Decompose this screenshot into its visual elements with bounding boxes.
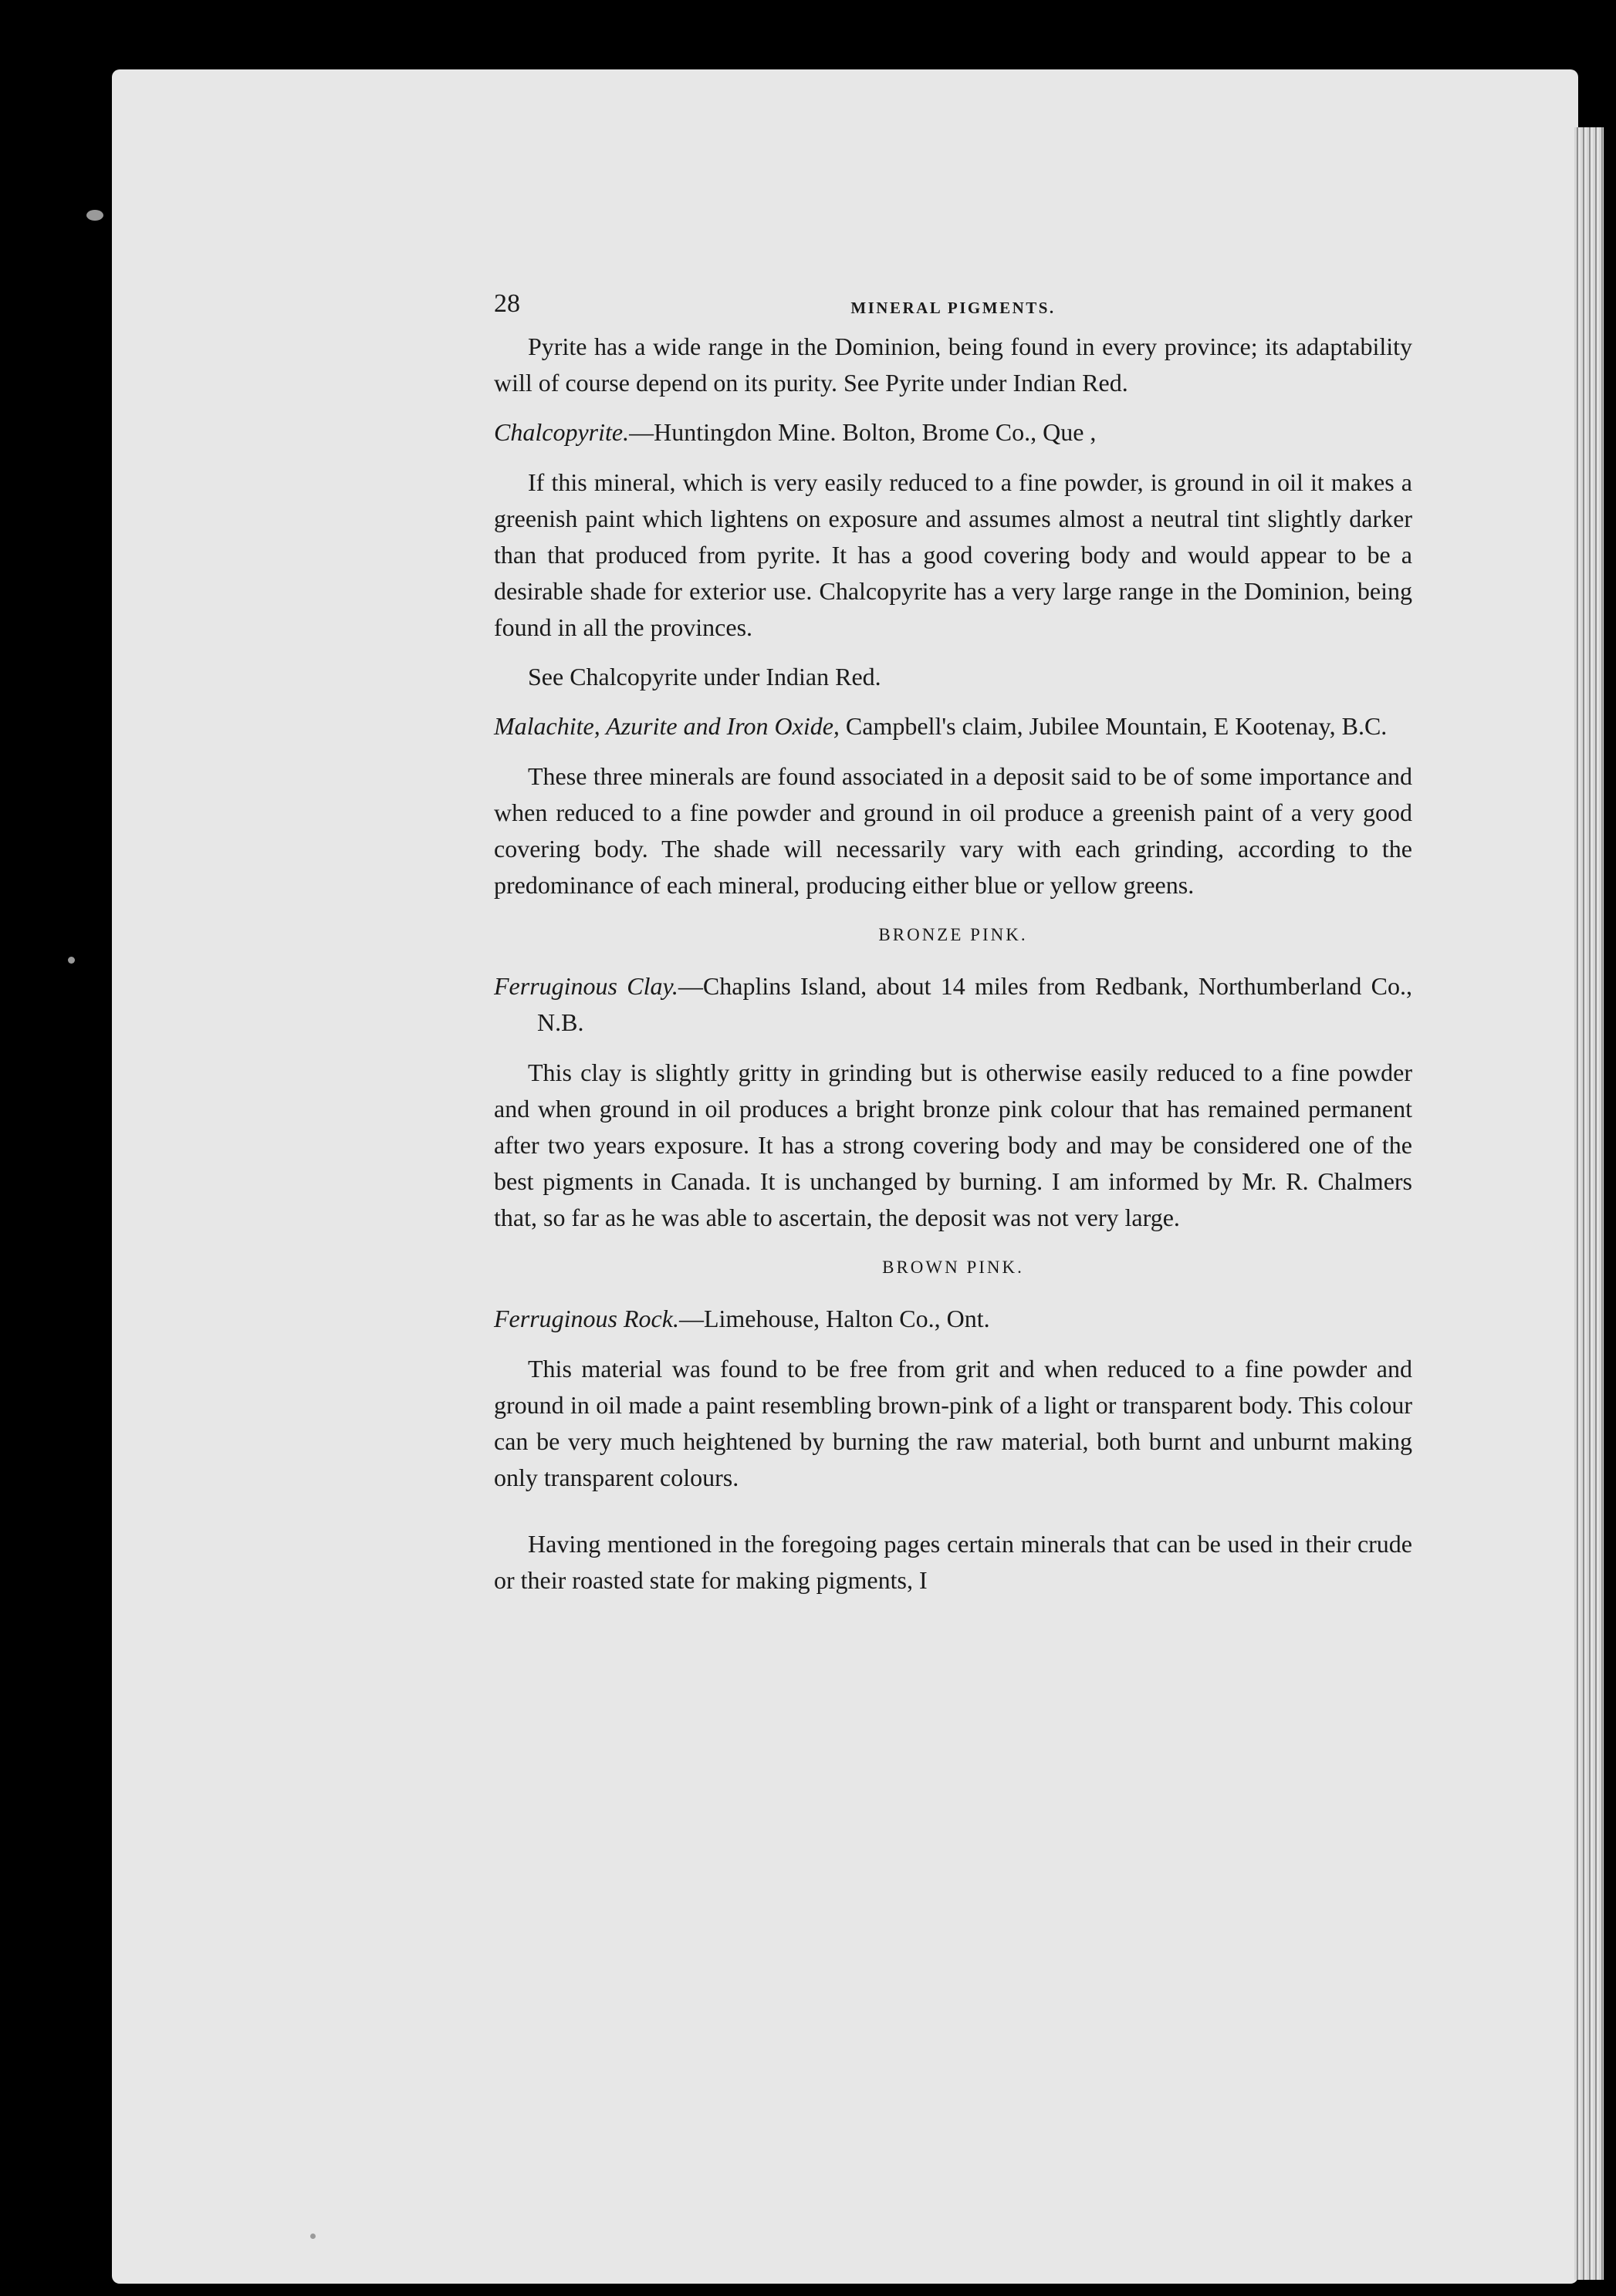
scan-speck — [310, 2234, 316, 2239]
paragraph: This material was found to be free from grit and when reduced to a fine powder and ground in oil made a paint resembling brown-pink of a light or transparent body. This colour can be very much heightened by burning the raw material, both burnt and unburnt making only transparent colours. — [494, 1355, 1412, 1491]
section-heading: BROWN PINK. — [882, 1258, 1024, 1277]
paragraph: See Chalcopyrite under Indian Red. — [528, 663, 881, 690]
page-stack-edge — [1574, 127, 1604, 2280]
running-head — [494, 285, 1412, 322]
mineral-locality: —Huntingdon Mine. Bolton, Brome Co., Que , — [629, 418, 1097, 446]
section-heading: BRONZE PINK. — [878, 925, 1028, 944]
mineral-name: Chalcopyrite. — [494, 418, 630, 446]
paragraph-gap — [494, 1509, 1412, 1526]
page-number: 28 — [494, 289, 520, 318]
mineral-entry — [494, 1301, 1412, 1337]
scan-speck — [86, 210, 103, 221]
paragraph: This clay is slightly gritty in grinding but is otherwise easily reduced to a fine powder and when ground in oil produces a bright bronze pink colour that has remained permanent after two years exposure. It has a strong covering body and may be considered one of the best pigments in Canada. It is unchanged by burning. I am informed by Mr. R. Chalmers that, so far as he was able to ascertain, the deposit was not very large. — [494, 1059, 1412, 1231]
scan-speck — [68, 957, 75, 964]
mineral-entry — [494, 968, 1412, 1041]
paragraph: Having mentioned in the foregoing pages certain minerals that can be used in their crude or their roasted state for making pigments, I — [494, 1530, 1412, 1594]
mineral-name: Ferruginous Rock. — [494, 1305, 679, 1332]
mineral-name: Malachite, Azurite and Iron Oxide, — [494, 712, 840, 740]
paragraph: These three minerals are found associated in a deposit said to be of some importance and when reduced to a fine powder and ground in oil produce a greenish paint of a very good covering body. The shade will necessarily vary with each grinding, according to the predominance of each mineral, producing either blue or yellow greens. — [494, 762, 1412, 899]
mineral-locality: Campbell's claim, Jubilee Mountain, E Kootenay, B.C. — [839, 712, 1388, 740]
running-title: MINERAL PIGMENTS. — [850, 299, 1056, 317]
body-text — [494, 329, 1412, 1599]
mineral-entry — [494, 414, 1412, 451]
mineral-locality: —Chaplins Island, about 14 miles from Redbank, Northumberland Co., N.B. — [537, 972, 1413, 1036]
mineral-locality: —Limehouse, Halton Co., Ont. — [678, 1305, 990, 1332]
mineral-entry — [494, 708, 1412, 745]
mineral-name: Ferruginous Clay. — [494, 972, 678, 1000]
page-content — [494, 285, 1412, 1612]
paragraph: If this mineral, which is very easily reduced to a fine powder, is ground in oil it makes a greenish paint which lightens on exposure and assumes almost a neutral tint slightly darker than that produced from pyrite. It has a good covering body and would appear to be a desirable shade for exterior use. Chalcopyrite has a very large range in the Dominion, being found in all the provinces. — [494, 468, 1412, 641]
paragraph: Pyrite has a wide range in the Dominion, being found in every province; its adaptability will of course depend on its purity. See Pyrite under Indian Red. — [494, 333, 1412, 397]
